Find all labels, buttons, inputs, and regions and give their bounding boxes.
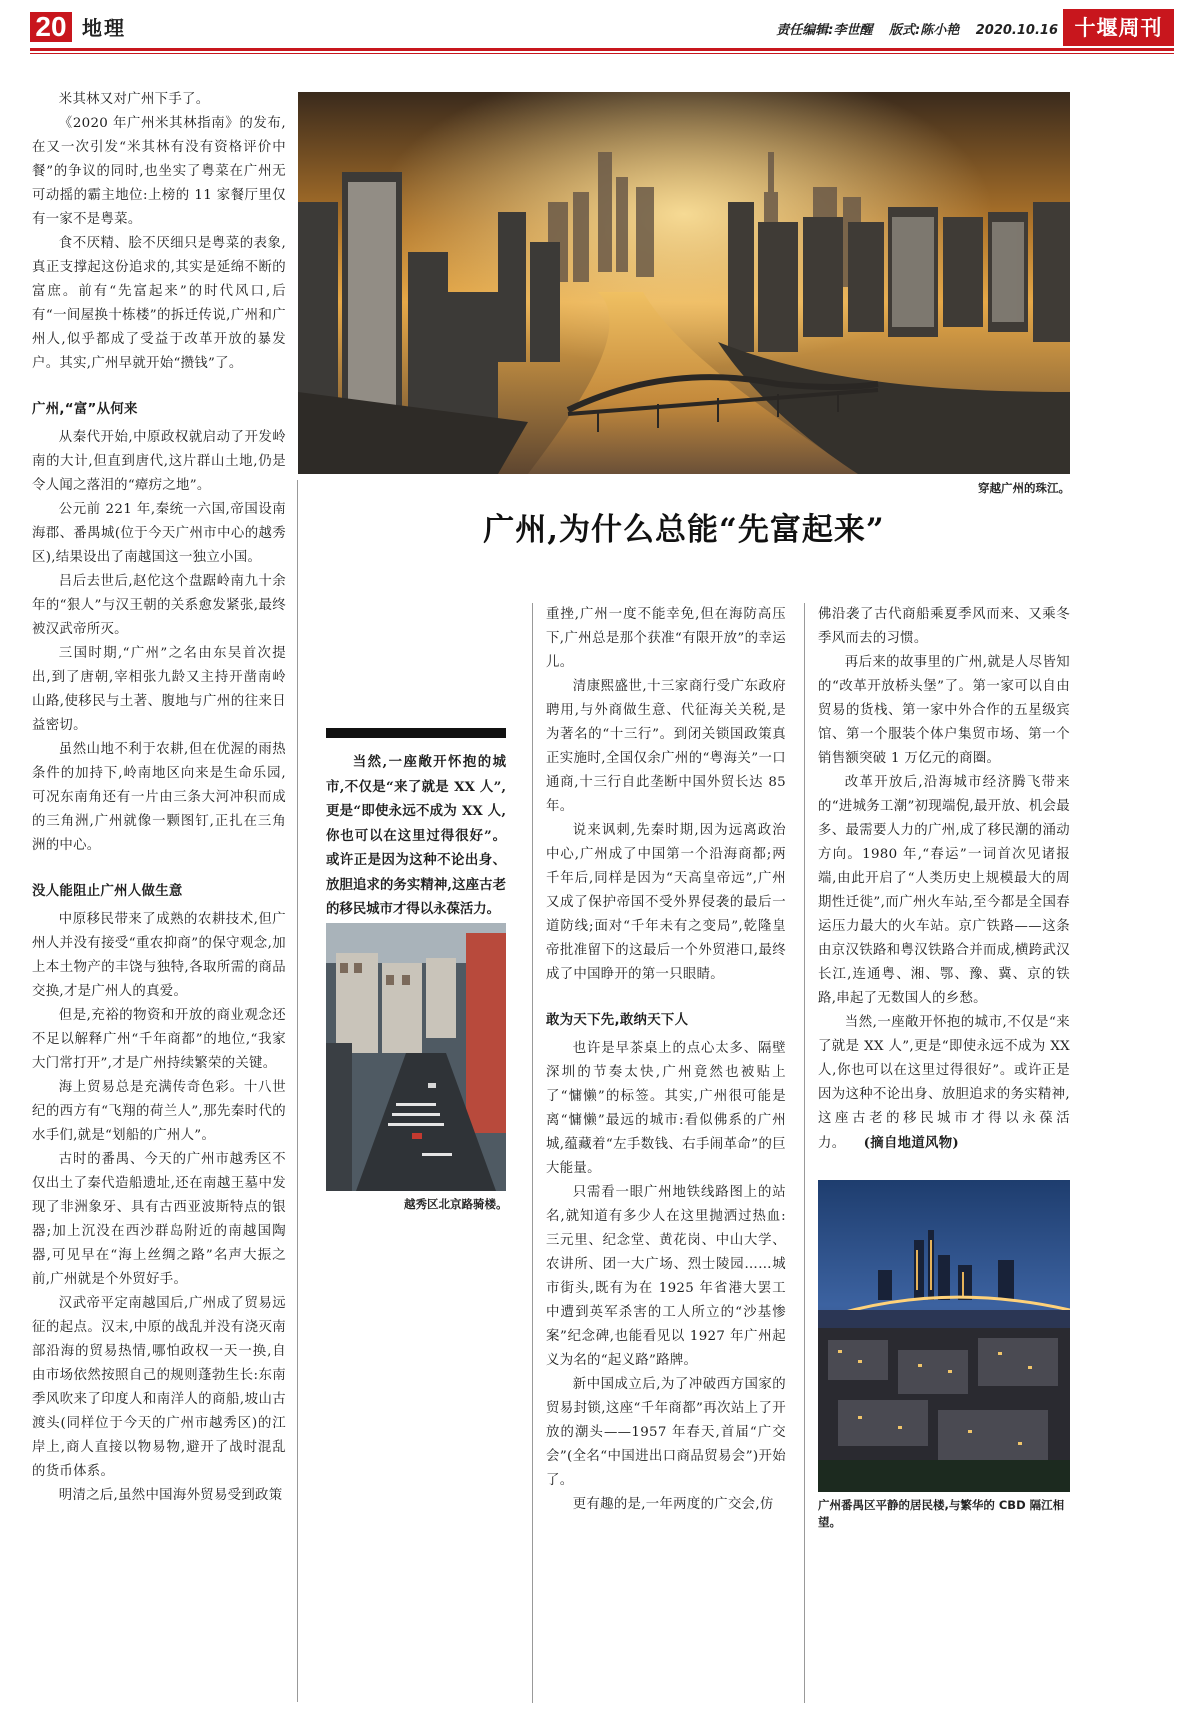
header-rule (30, 48, 1174, 51)
header-rule-thin (30, 53, 1174, 54)
paragraph: 虽然山地不利于农耕,但在优渥的雨热条件的加持下,岭南地区向来是生命乐园,可况东南角还有一片由三条大河冲积而成的三角洲,广州就像一颗图钉,正扎在三角洲的中心。 (32, 742, 286, 853)
paragraph: 明清之后,虽然中国海外贸易受到政策 (58, 1488, 283, 1503)
pull-quote-bar (326, 728, 506, 738)
section-heading: 广州,“富”从何来 (32, 402, 138, 417)
article-column-1 (32, 88, 286, 1704)
paragraph: 古时的番禺、今天的广州市越秀区不仅出土了秦代造船遗址,还在南越王墓中发现了非洲象牙、具有古西亚波斯特点的银器;加上沉没在西沙群岛附近的南越国陶器,可见早在“海上丝绸之路”名声大振之前,广州就是个外贸好手。 (32, 1152, 286, 1287)
paragraph: 只需看一眼广州地铁线路图上的站名,就知道有多少人在这里抛洒过热血:三元里、纪念堂、黄花岗、中山大学、农讲所、团一大广场、烈士陵园……城市街头,既有为在 1925 年省港大罢工中遭到英军杀害的工人所立的“沙基惨案”纪念碑,也能看见以 1927 年广州起义为名的“起义路”路牌。 (546, 1185, 786, 1368)
paragraph (818, 1011, 1070, 1156)
layout-name: 版式:陈小艳 (889, 23, 960, 38)
paragraph: 再后来的故事里的广州,就是人尽皆知的“改革开放桥头堡”了。第一家可以自由贸易的货栈、第一家中外合作的五星级宾馆、第一个服装个体户集贸市场、第一个销售额突破 1 万亿元的商圈。 (818, 655, 1070, 766)
page-number: 20 (30, 12, 72, 42)
editor-name: 责任编辑:李世醒 (776, 23, 873, 38)
editor-credits (764, 23, 1058, 39)
paragraph: 说来讽刺,先秦时期,因为远离政治中心,广州成了中国第一个沿海商都;两千年后,同样是因为“天高皇帝远”,广州又成了保护帝国不受外界侵袭的最后一道防线;面对“千年未有之变局”,乾隆皇帝批准留下的这最后一个外贸港口,最终成了中国睁开的第一只眼睛。 (546, 823, 786, 982)
paragraph: 也许是早茶桌上的点心太多、隔壁深圳的节奏太快,广州竟然也被贴上了“慵懒”的标签。其实,广州很可能是离“慵懒”最远的城市:看似佛系的广州城,蕴藏着“左手数钱、右手闹革命”的巨大能量。 (546, 1041, 786, 1176)
column-divider (297, 480, 298, 1702)
paragraph: 改革开放后,沿海城市经济腾飞带来的“进城务工潮”初现端倪,最开放、机会最多、最需要人力的广州,成了移民潮的涌动方向。1980 年,“春运”一词首次见诸报端,由此开启了“人类历史上规模最大的周期性迁徙”,而广州火车站,至今都是全国春运压力最大的火车站。京广铁路——这条由京汉铁路和粤汉铁路合并而成,横跨武汉长江,连通粤、湘、鄂、豫、冀、京的铁路,串起了无数国人的乡愁。 (818, 775, 1070, 1006)
article-column-2 (546, 603, 786, 1703)
section-heading: 没人能阻止广州人做生意 (32, 884, 183, 899)
page-header (0, 0, 1200, 52)
column-divider (804, 603, 805, 1703)
paragraph: 吕后去世后,赵佗这个盘踞岭南九十余年的“狠人”与汉王朝的关系愈发紧张,最终被汉武帝所灭。 (32, 574, 286, 637)
paper-logo: 十堰周刊 (1063, 9, 1174, 46)
paragraph: 三国时期,“广州”之名由东吴首次提出,到了唐朝,宰相张九龄又主持开凿南岭山路,使移民与土著、腹地与广州的往来日益密切。 (32, 646, 286, 733)
main-photo-caption: 穿越广州的珠江。 (978, 481, 1070, 495)
pearl-river-photo (298, 92, 1070, 474)
section-name: 地理 (82, 16, 126, 40)
paragraph: 《2020 年广州米其林指南》的发布,在又一次引发“米其林有没有资格评价中餐”的争议的同时,也坐实了粤菜在广州无可动摇的霸主地位:上榜的 11 家餐厅里仅有一家不是粤菜。 (32, 116, 286, 227)
paragraph: 海上贸易总是充满传奇色彩。十八世纪的西方有“飞翔的荷兰人”,那先秦时代的水手们,就是“划船的广州人”。 (32, 1080, 286, 1143)
article-headline: 广州,为什么总能“先富起来” (483, 512, 885, 548)
section-heading: 敢为天下先,敢纳天下人 (546, 1013, 689, 1028)
article-column-3 (818, 603, 1070, 1163)
paragraph: 米其林又对广州下手了。 (58, 92, 210, 107)
paragraph: 食不厌精、脍不厌细只是粤菜的表象,真正支撑起这份追求的,其实是延绵不断的富庶。前有“先富起来”的时代风口,后有“一间屋换十栋楼”的拆迁传说,广州和广州人,似乎都成了受益于改革开放的暴发户。其实,广州早就开始“攒钱”了。 (32, 236, 286, 371)
panyu-night-photo (818, 1180, 1070, 1492)
article-source: (摘自地道风物) (863, 1135, 960, 1151)
paragraph-text: 当然,一座敞开怀抱的城市,不仅是“来了就是 XX 人”,更是“即使永远不成为 XX 人,你也可以在这里过得很好”。或许正是因为这种不论出身、放胆追求的务实精神,这座古老的移民城市才得以永葆活力。 (818, 1015, 1070, 1151)
paragraph: 公元前 221 年,秦统一六国,帝国设南海郡、番禺城(位于今天广州市中心的越秀区),结果设出了南越国这一独立小国。 (32, 502, 286, 565)
paragraph: 中原移民带来了成熟的农耕技术,但广州人并没有接受“重农抑商”的保守观念,加上本土物产的丰饶与独特,各取所需的商品交换,才是广州人的真爱。 (32, 912, 286, 999)
column-divider (532, 603, 533, 1703)
issue-date: 2020.10.16 (975, 23, 1058, 38)
paragraph: 佛沿袭了古代商船乘夏季风而来、又乘冬季风而去的习惯。 (818, 607, 1070, 646)
night-photo-caption: 广州番禺区平静的居民楼,与繁华的 CBD 隔江相望。 (818, 1498, 1065, 1529)
street-photo-caption: 越秀区北京路骑楼。 (404, 1197, 508, 1211)
paragraph: 重挫,广州一度不能幸免,但在海防高压下,广州总是那个获准“有限开放”的幸运儿。 (546, 607, 786, 670)
paragraph: 更有趣的是,一年两度的广交会,仿 (572, 1497, 774, 1512)
pull-quote-text: 当然,一座敞开怀抱的城市,不仅是“来了就是 XX 人”,更是“即使永远不成为 XX 人,你也可以在这里过得很好”。或许正是因为这种不论出身、放胆追求的务实精神,这座古老的移民城市才得以永葆活力。 (326, 754, 506, 917)
paragraph: 汉武帝平定南越国后,广州成了贸易远征的起点。汉末,中原的战乱并没有浇灭南部沿海的贸易热情,哪怕政权一天一换,自由市场依然按照自己的规则蓬勃生长:东南季风吹来了印度人和南洋人的商船,坡山古渡头(同样位于今天的广州市越秀区)的江岸上,商人直接以物易物,避开了战时混乱的货币体系。 (32, 1296, 286, 1479)
beijing-road-photo (326, 923, 506, 1191)
paragraph: 从秦代开始,中原政权就启动了开发岭南的大计,但直到唐代,这片群山土地,仍是令人闻之落泪的“瘴疠之地”。 (32, 430, 286, 493)
pull-quote (326, 728, 506, 922)
paragraph: 清康熙盛世,十三家商行受广东政府聘用,与外商做生意、代征海关关税,是为著名的“十三行”。到闭关锁国政策真正实施时,全国仅余广州的“粤海关”一口通商,十三行自此垄断中国外贸长达 85 年。 (546, 679, 786, 814)
paragraph: 新中国成立后,为了冲破西方国家的贸易封锁,这座“千年商都”再次站上了开放的潮头——1957 年春天,首届“广交会”(全名“中国进出口商品贸易会”)开始了。 (546, 1377, 786, 1488)
paragraph: 但是,充裕的物资和开放的商业观念还不足以解释广州“千年商都”的地位,“我家大门常打开”,才是广州持续繁荣的关键。 (32, 1008, 286, 1071)
